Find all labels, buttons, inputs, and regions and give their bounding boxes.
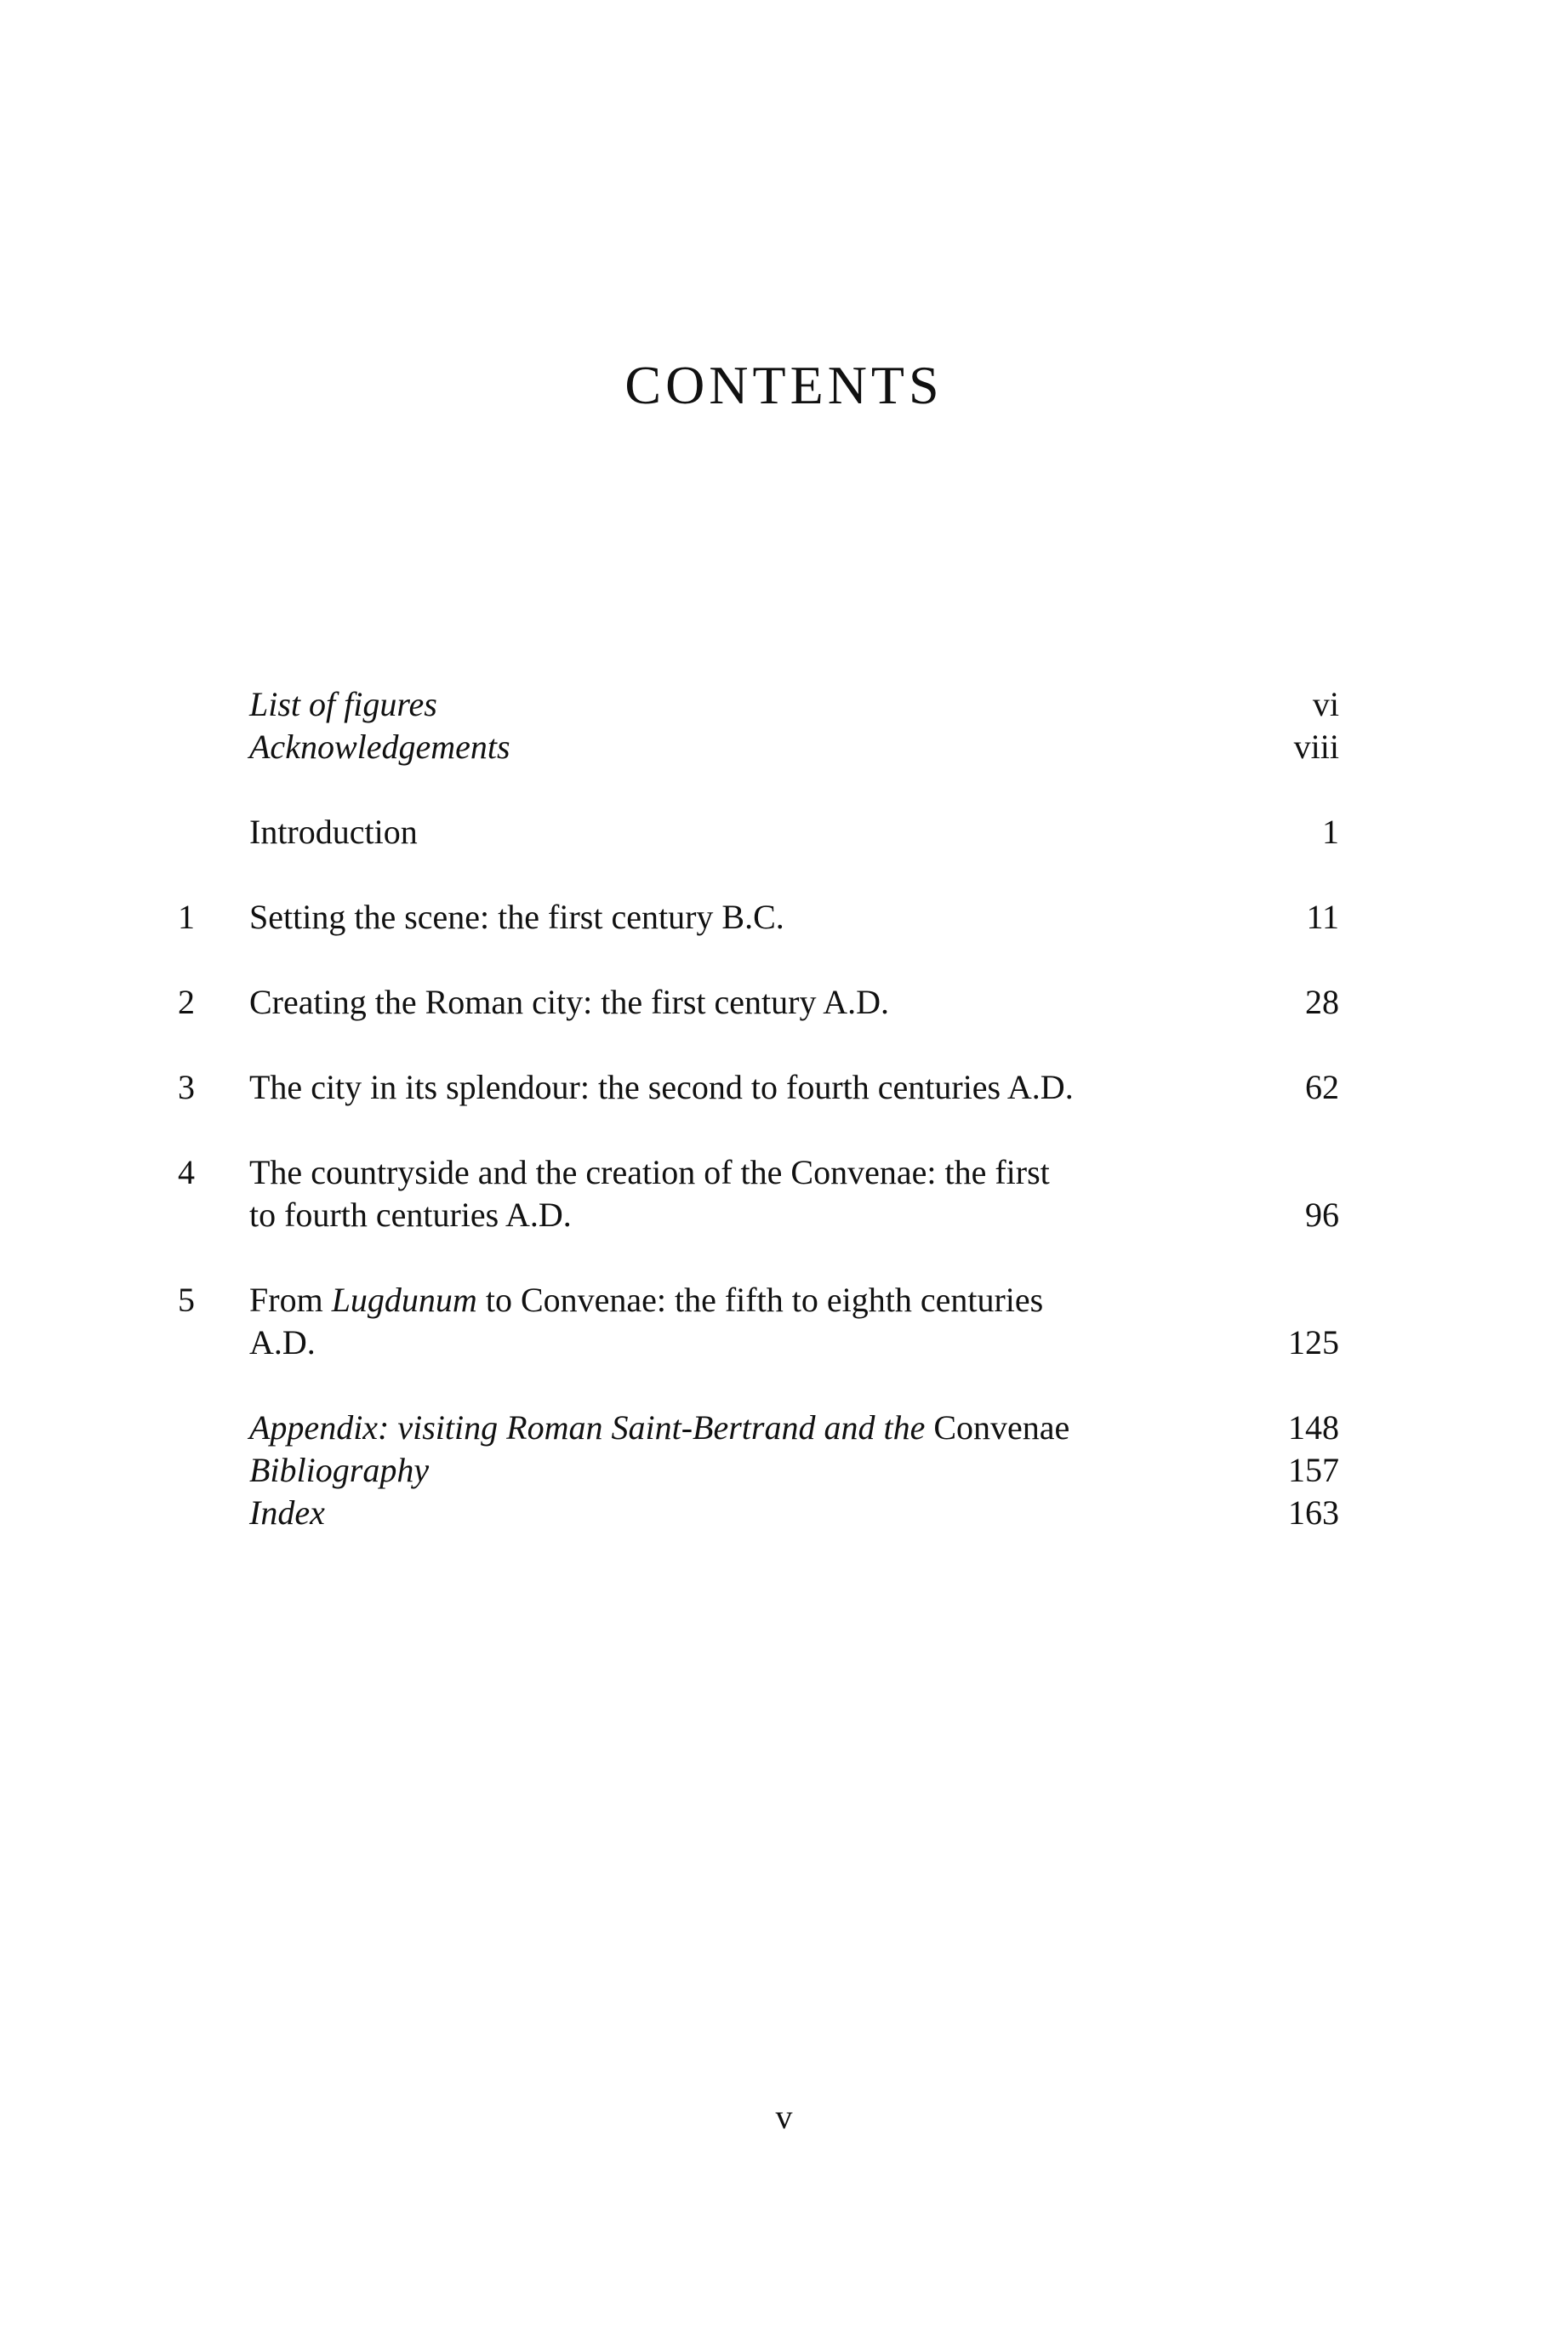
toc-entry-number: 3 [178, 1068, 195, 1106]
page-title: CONTENTS [624, 354, 944, 415]
toc-entry-title-from: From [249, 1281, 323, 1319]
toc-entry-page: 62 [1305, 1068, 1339, 1106]
toc-entry-title [249, 1151, 1211, 1236]
toc-entry-title: List of figures [249, 685, 437, 723]
toc-entry-title [249, 1407, 1211, 1449]
toc-entry-chapter-5 [174, 1279, 1339, 1364]
toc-entry-title: Index [249, 1493, 325, 1532]
toc-entry-title: The city in its splendour: the second to fourth centuries A.D. [249, 1068, 1074, 1106]
toc-entry-page: vi [1312, 685, 1339, 723]
toc-entry-number: 2 [178, 983, 195, 1021]
table-of-contents [174, 683, 1339, 1534]
toc-entry-acknowledgements [174, 726, 1339, 768]
page-number: v [775, 2098, 793, 2136]
toc-entry-chapter-3 [174, 1066, 1339, 1109]
toc-entry-title-italic: Appendix: visiting Roman Saint-Bertrand and the [249, 1408, 926, 1447]
toc-entry-page: 148 [1288, 1408, 1339, 1447]
toc-entry-appendix [174, 1407, 1339, 1449]
toc-entry-title: Creating the Roman city: the first century A.D. [249, 983, 890, 1021]
toc-entry-title [249, 1279, 1211, 1364]
toc-entry-index [174, 1492, 1339, 1534]
toc-entry-title-roman: Convenae [933, 1408, 1070, 1447]
toc-entry-chapter-1 [174, 896, 1339, 939]
toc-entry-title: Introduction [249, 813, 418, 851]
toc-entry-page: 125 [1288, 1323, 1339, 1362]
toc-entry-page: 11 [1306, 898, 1339, 936]
toc-entry-chapter-4 [174, 1151, 1339, 1236]
toc-entry-introduction [174, 811, 1339, 853]
toc-entry-page: 96 [1305, 1196, 1339, 1234]
toc-entry-page: 28 [1305, 983, 1339, 1021]
toc-entry-title-line: to fourth centuries A.D. [249, 1196, 572, 1234]
toc-entry-title-line [249, 1279, 1211, 1322]
toc-entry-chapter-2 [174, 981, 1339, 1024]
toc-entry-number: 1 [178, 898, 195, 936]
toc-entry-page: 163 [1288, 1493, 1339, 1532]
toc-entry-page: 157 [1288, 1451, 1339, 1489]
toc-entry-bibliography [174, 1449, 1339, 1492]
toc-entry-number: 4 [178, 1153, 195, 1191]
toc-entry-number: 5 [178, 1281, 195, 1319]
toc-entry-title-rest: to Convenae: the fifth to eighth centuries [485, 1281, 1044, 1319]
toc-entry-title-line: The countryside and the creation of the Convenae: the first [249, 1153, 1050, 1191]
toc-entry-title: Acknowledgements [249, 728, 510, 766]
toc-entry-title-italic: Lugdunum [331, 1281, 477, 1319]
toc-entry-title: Bibliography [249, 1451, 430, 1489]
toc-entry-title-line: A.D. [249, 1323, 316, 1362]
toc-entry-title: Setting the scene: the first century B.C. [249, 898, 784, 936]
toc-entry-list-of-figures [174, 683, 1339, 726]
toc-entry-page: viii [1293, 728, 1339, 766]
toc-entry-page: 1 [1322, 813, 1339, 851]
